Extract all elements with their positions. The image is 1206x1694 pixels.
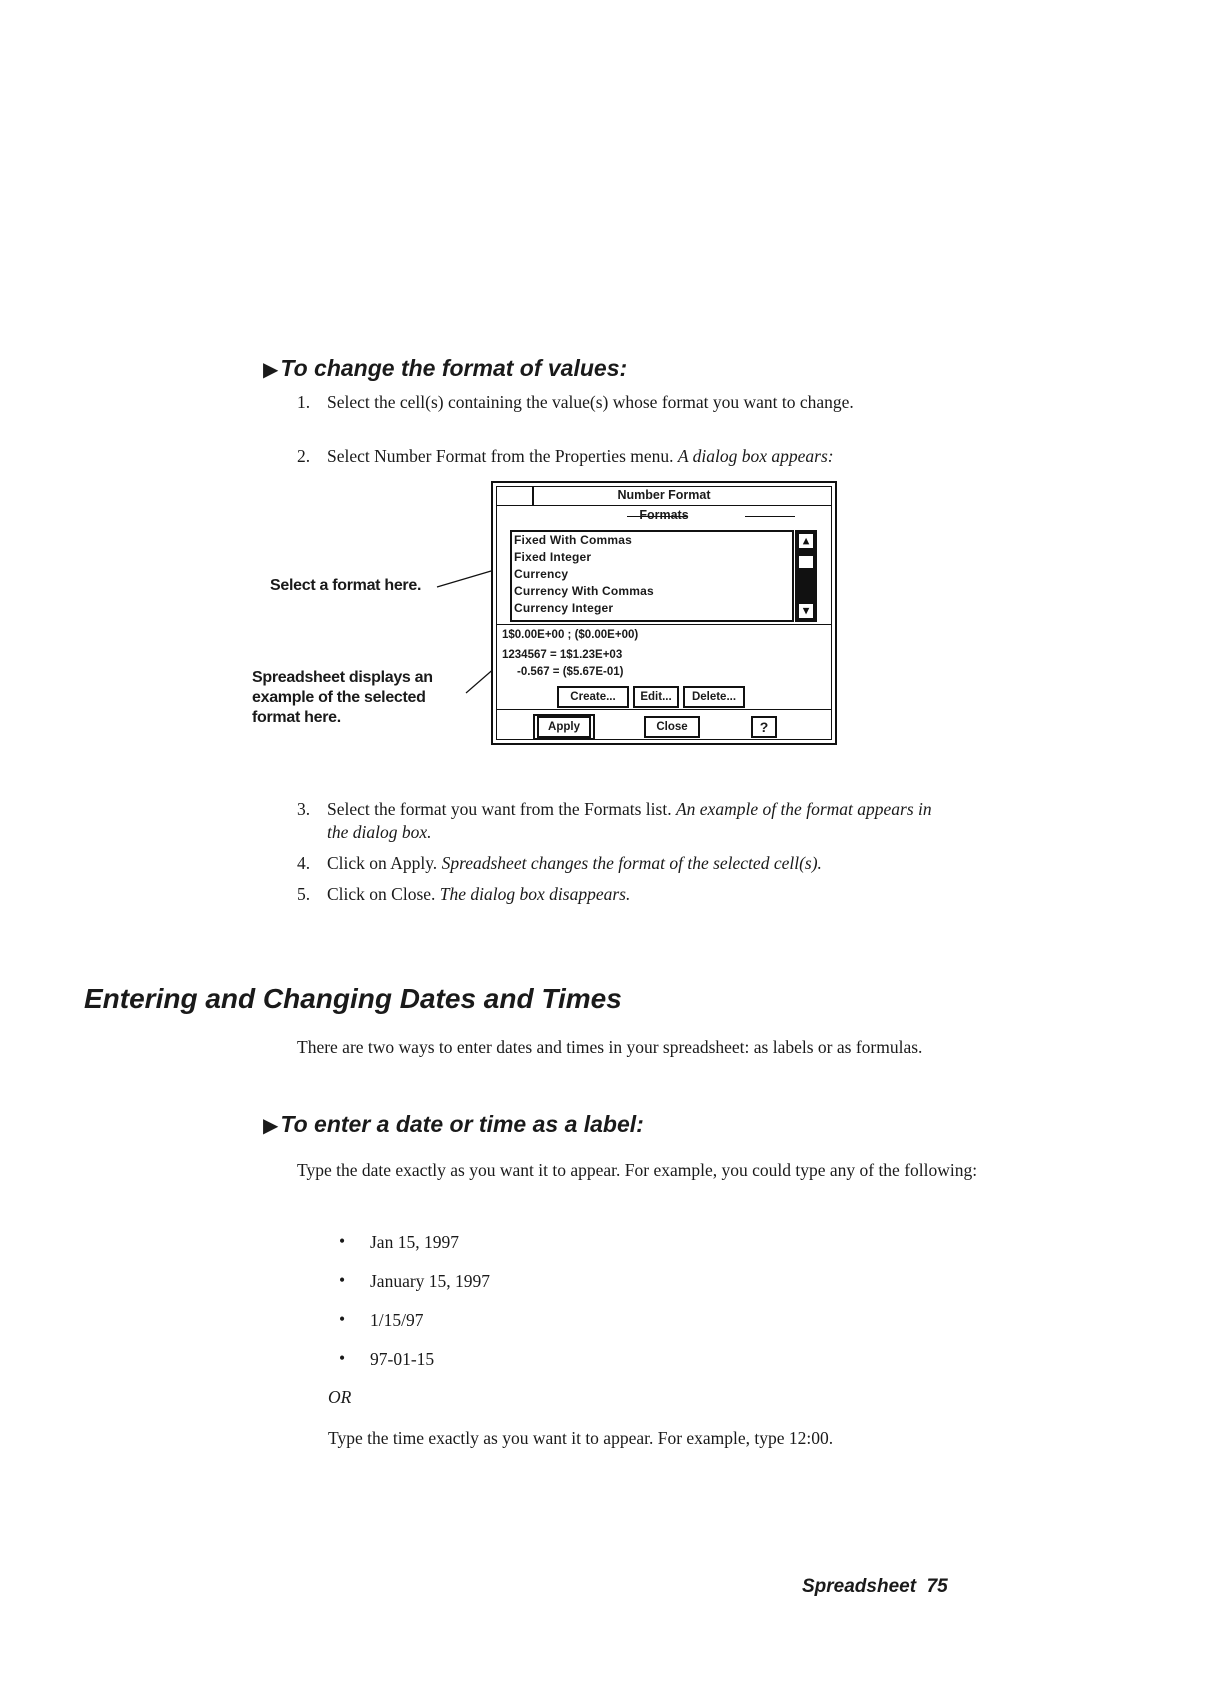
dialog-divider — [497, 709, 831, 710]
arrow-icon: ▶ — [263, 1115, 279, 1137]
subsection-heading-text: To enter a date or time as a label: — [280, 1111, 644, 1137]
time-instruction: Type the time exactly as you want it to appear. For example, type 12:00. — [328, 1428, 834, 1448]
list-item[interactable]: Currency — [514, 567, 569, 581]
step-number: 2. — [297, 446, 311, 466]
formats-group-label: Formats — [639, 508, 689, 522]
list-item[interactable]: Fixed With Commas — [514, 533, 632, 547]
list-item[interactable]: Currency With Commas — [514, 584, 654, 598]
step-number: 5. — [297, 884, 311, 904]
bullet-icon: • — [339, 1348, 346, 1368]
dialog-titlebar — [497, 487, 831, 506]
step-number: 3. — [297, 799, 311, 819]
scroll-up-icon[interactable]: ▲ — [799, 534, 813, 548]
callout-select-format: Select a format here. — [270, 577, 422, 594]
create-button[interactable]: Create... — [557, 686, 629, 708]
step-5 — [297, 883, 957, 906]
callout-example: Spreadsheet displays an example of the selected format here. — [252, 669, 433, 726]
step-text: Click on Apply. Spreadsheet changes the format of the selected cell(s). — [327, 853, 822, 873]
step-4 — [297, 852, 957, 875]
example-format-code: 1$0.00E+00 ; ($0.00E+00) — [502, 629, 639, 641]
bullet-icon: • — [339, 1309, 346, 1329]
dialog-frame — [496, 486, 832, 740]
formats-scrollbar[interactable] — [795, 530, 817, 622]
step-3 — [297, 798, 957, 844]
arrow-icon: ▶ — [263, 359, 279, 381]
list-item[interactable]: Fixed Integer — [514, 550, 592, 564]
delete-button[interactable]: Delete... — [683, 686, 745, 708]
section-heading-dates-times: Entering and Changing Dates and Times — [84, 983, 622, 1014]
intro-paragraph: There are two ways to enter dates and times in your spreadsheet: as labels or as formulas. — [297, 1037, 923, 1057]
help-button[interactable]: ? — [751, 716, 777, 738]
number-format-dialog — [491, 481, 837, 745]
bullet-icon: • — [339, 1270, 346, 1290]
or-label: OR — [328, 1387, 352, 1407]
scroll-thumb[interactable] — [799, 556, 813, 568]
section-heading-text: To change the format of values: — [280, 355, 628, 381]
page-number: 75 — [926, 1576, 948, 1597]
subsection-heading-date-label — [263, 1111, 644, 1138]
step-text: Click on Close. The dialog box disappears. — [327, 884, 631, 904]
close-button[interactable]: Close — [644, 716, 700, 738]
list-item[interactable]: Currency Integer — [514, 601, 614, 615]
step-number: 4. — [297, 853, 311, 873]
formats-list[interactable] — [510, 530, 794, 622]
apply-button[interactable]: Apply — [537, 716, 591, 738]
group-rule-right — [745, 516, 795, 517]
page-footer — [802, 1576, 948, 1598]
instruction-paragraph: Type the date exactly as you want it to appear. For example, you could type any of the following: — [297, 1160, 978, 1180]
step-text: Select the cell(s) containing the value(s) whose format you want to change. — [327, 392, 854, 412]
dialog-title: Number Format — [617, 488, 711, 502]
example-negative: -0.567 = ($5.67E-01) — [517, 666, 624, 678]
scroll-down-icon[interactable]: ▼ — [799, 604, 813, 618]
dialog-divider — [497, 624, 831, 625]
step-text: Select the format you want from the Formats list. An example of the format appears in the dialog box. — [327, 799, 932, 842]
step-number: 1. — [297, 392, 311, 412]
edit-button[interactable]: Edit... — [633, 686, 679, 708]
example-positive: 1234567 = 1$1.23E+03 — [502, 649, 623, 661]
footer-label: Spreadsheet — [802, 1576, 917, 1597]
bullet-icon: • — [339, 1231, 346, 1251]
step-text: Select Number Format from the Properties menu. A dialog box appears: — [327, 446, 834, 466]
